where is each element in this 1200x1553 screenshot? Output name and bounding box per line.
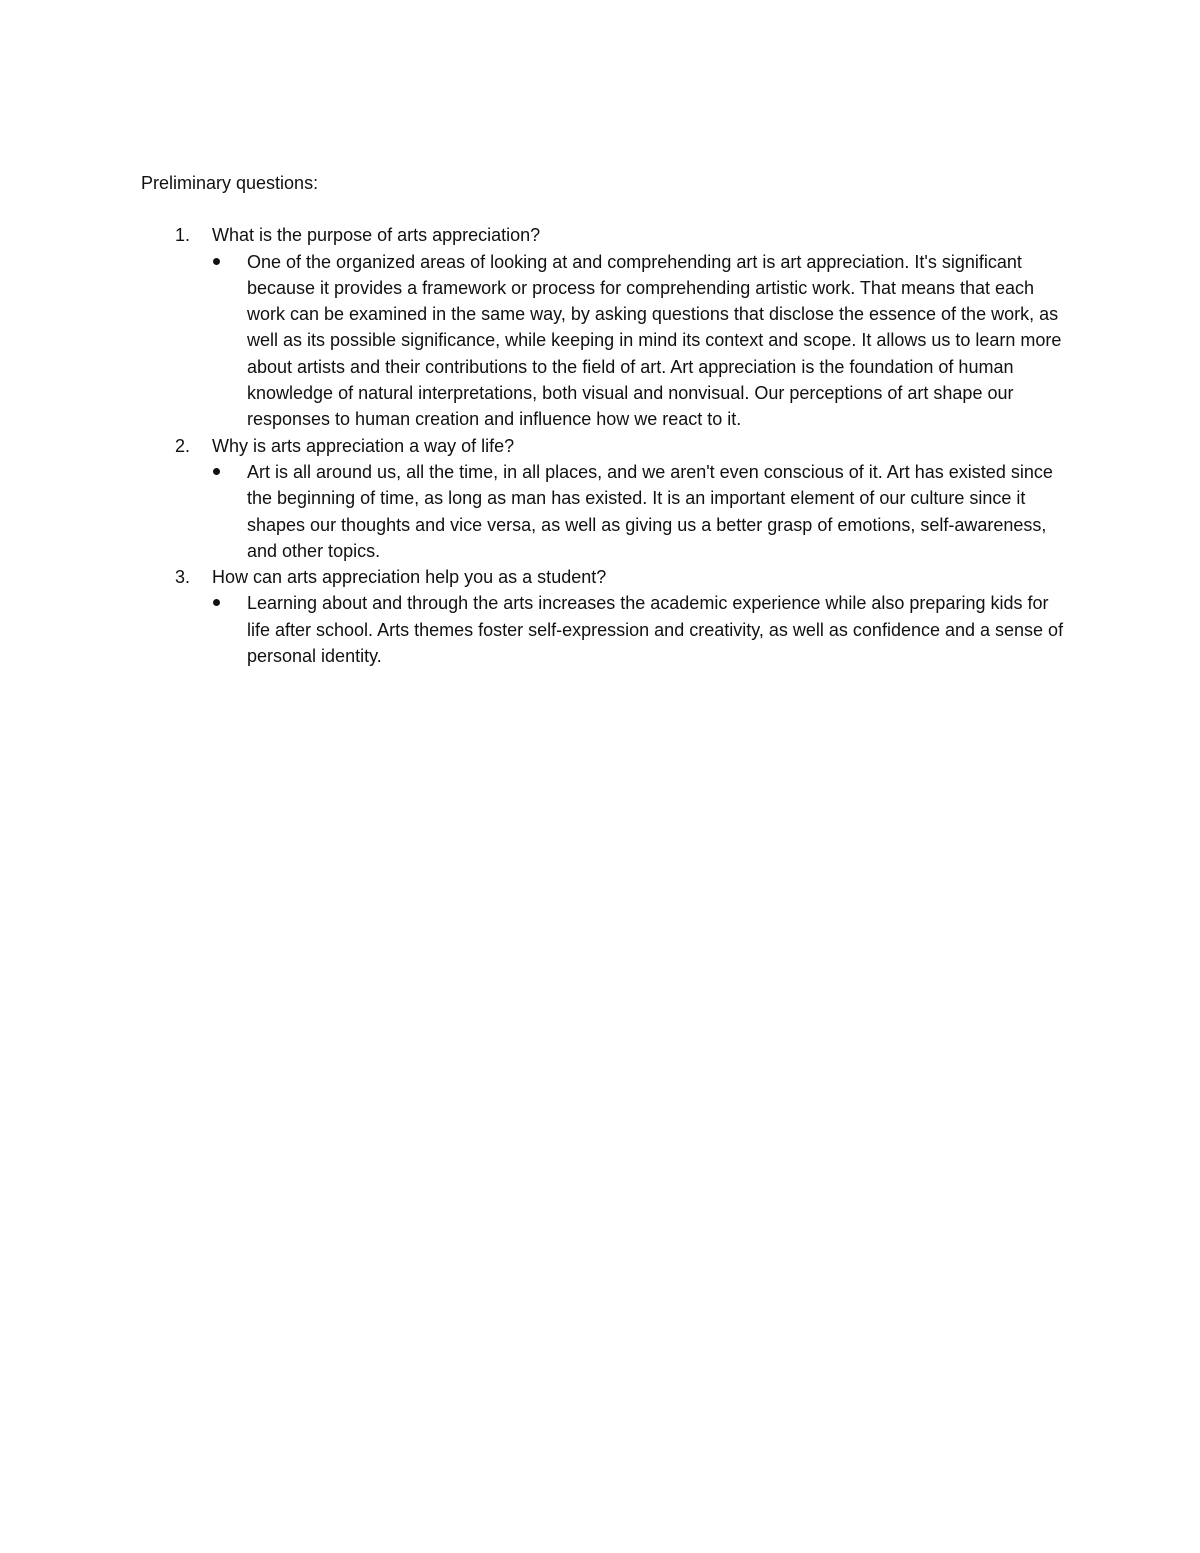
bullet-icon: [213, 599, 220, 606]
answer-text: Art is all around us, all the time, in all places, and we aren't even conscious of it. Art has existed since the beginning of time, as long as man has existed. It is an important element of our culture since it shapes our thoughts and vice versa, as well as giving us a better grasp of emotions, self-awareness, and other topics.: [247, 461, 1053, 561]
question-text: How can arts appreciation help you as a student?: [212, 567, 607, 588]
question-line: [141, 564, 1071, 590]
question-number: 3.: [175, 567, 191, 588]
question-item-2: [141, 433, 1071, 564]
answer-text: One of the organized areas of looking at and comprehending art is art appreciation. It's significant because it provides a framework or process for comprehending artistic work. That means that each work can be examined in the same way, by asking questions that disclose the essence of the work, as well as its possible significance, while keeping in mind its context and scope. It allows us to learn more about artists and their contributions to the field of art. Art appreciation is the foundation of human knowledge of natural interpretations, both visual and nonvisual. Our perceptions of art shape our responses to human creation and influence how we react to it.: [247, 251, 1062, 430]
answer-text: Learning about and through the arts increases the academic experience while also preparing kids for life after school. Arts themes foster self-expression and creativity, as well as confidence and a sense of personal identity.: [247, 593, 1064, 667]
answer-item: [141, 459, 1071, 564]
answer-item: [141, 249, 1071, 433]
answer-list: [141, 590, 1071, 669]
question-text: What is the purpose of arts appreciation?: [212, 225, 541, 246]
question-number: 2.: [175, 435, 191, 456]
answer-item: [141, 590, 1071, 669]
answer-list: [141, 459, 1071, 564]
answer-list: [141, 249, 1071, 433]
bullet-icon: [213, 258, 220, 265]
document-heading: Preliminary questions:: [141, 173, 319, 193]
question-item-3: [141, 564, 1071, 669]
bullet-icon: [213, 468, 220, 475]
question-number: 1.: [175, 225, 191, 246]
question-text: Why is arts appreciation a way of life?: [212, 435, 515, 456]
document-body: [141, 170, 1071, 669]
question-line: [141, 433, 1071, 459]
question-line: [141, 222, 1071, 248]
question-list: [141, 222, 1071, 669]
question-item-1: [141, 222, 1071, 432]
